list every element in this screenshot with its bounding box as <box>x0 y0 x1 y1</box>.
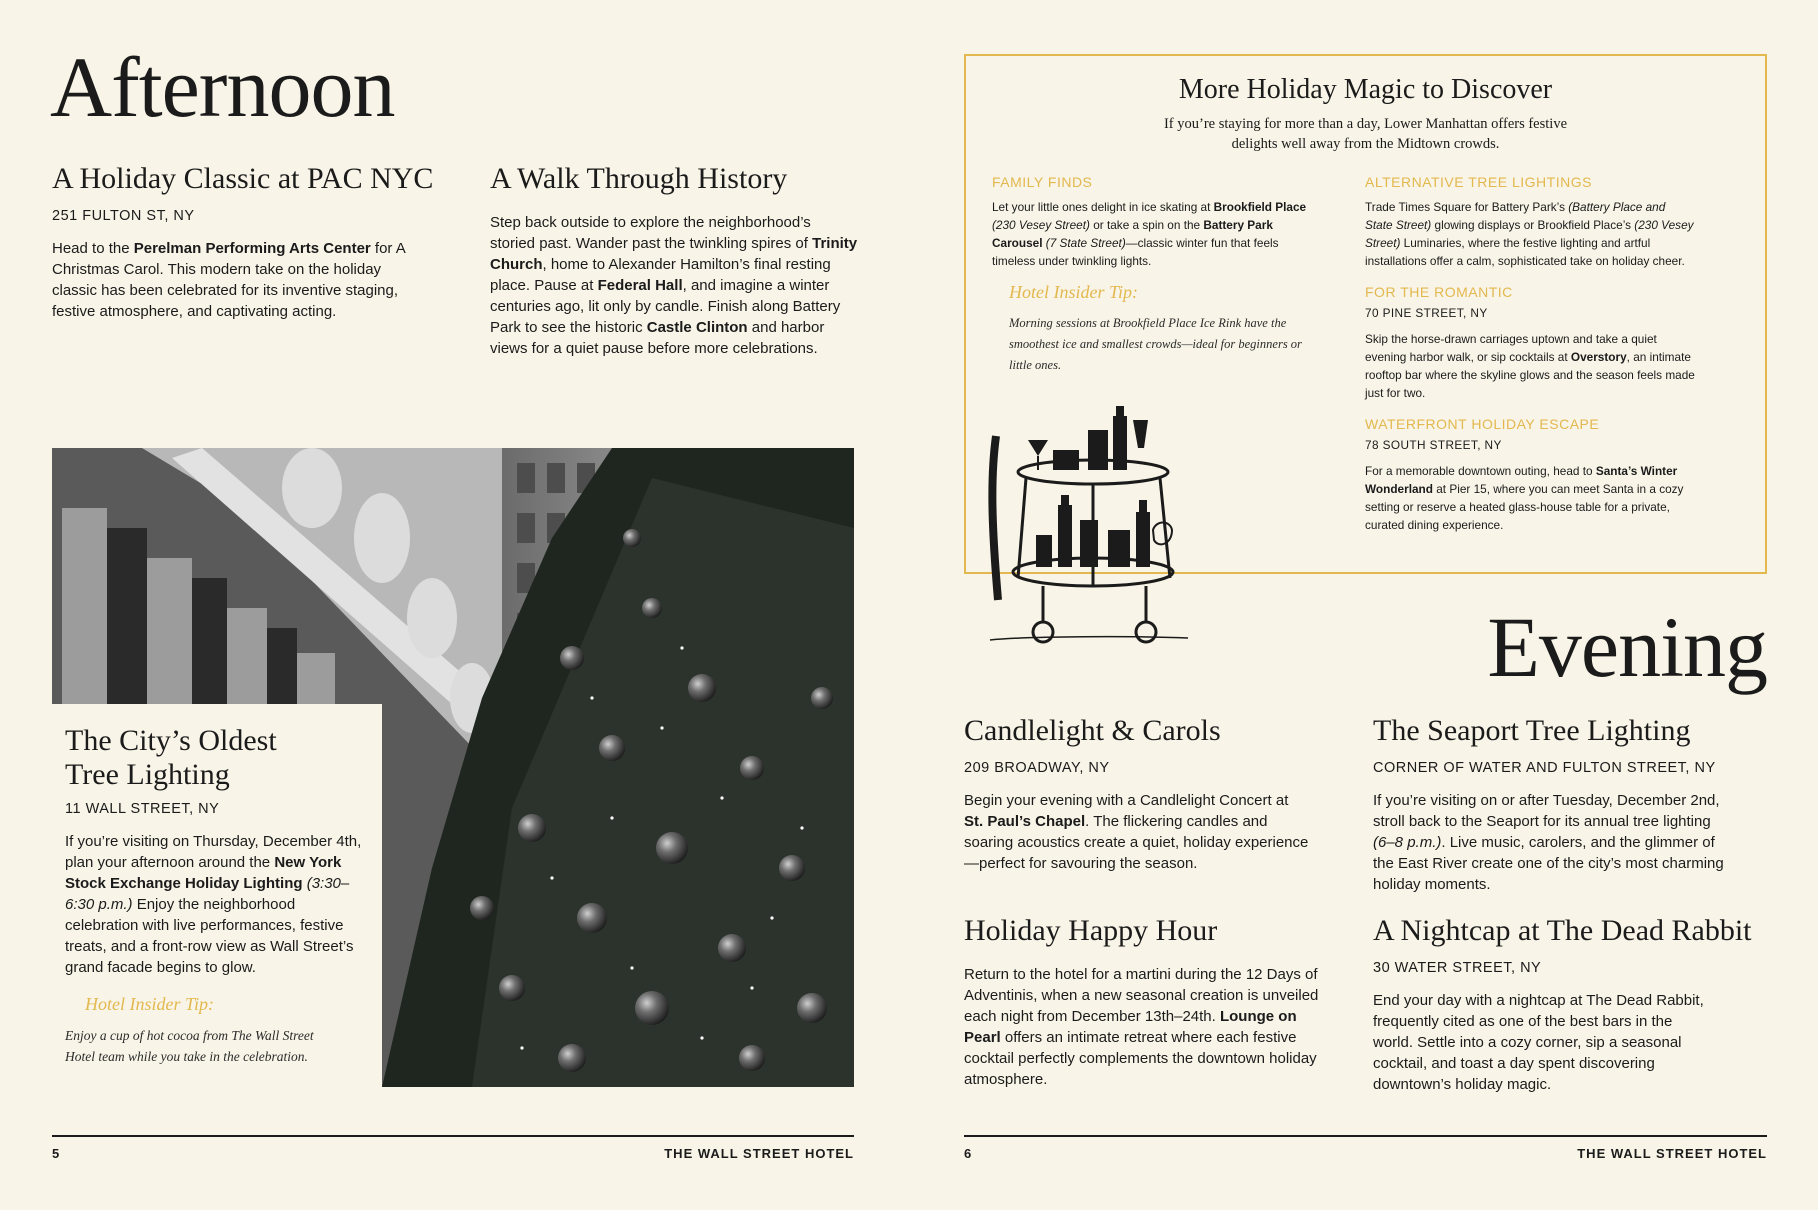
seaport-address: CORNER OF WATER AND FULTON STREET, NY <box>1373 759 1716 776</box>
happy-hour-title: Holiday Happy Hour <box>964 914 1218 947</box>
pac-title: A Holiday Classic at PAC NYC <box>52 162 434 195</box>
magic-title: More Holiday Magic to Discover <box>1178 74 1553 105</box>
family-tip-title: Hotel Insider Tip: <box>1009 282 1138 302</box>
family-finds-text: Let your little ones delight in ice skating at Brookfield Place (230 Vesey Street) or take a spin on the Battery Park Carousel (7 State Street)—classic winter fun that feels timeless under twinkling lights. <box>992 200 1307 268</box>
candlelight-title: Candlelight & Carols <box>964 714 1221 747</box>
right-footer-rule <box>964 1135 1767 1137</box>
left-page-number: 5 <box>52 1146 61 1161</box>
family-finds-section <box>992 174 1332 376</box>
alt-tree-text: Trade Times Square for Battery Park’s (Battery Place and State Street) glowing displays or Brookfield Place’s (230 Vesey Street) Luminaries, where the festive lighting and artful installations offer a calm, sophisticated take on holiday cheer. <box>1365 200 1694 268</box>
magic-header <box>964 74 1767 154</box>
pac-section <box>52 162 442 322</box>
happy-hour-description: Return to the hotel for a martini during the 12 Days of Adventinis, when a new seasonal creation is unveiled each night from December 13th–24th. Lounge on Pearl offers an intimate retreat where each festive cocktail perfectly complements the downtown holiday atmosphere. <box>964 965 1319 1088</box>
oldest-tree-title: The City’s Oldest Tree Lighting <box>65 724 277 791</box>
seaport-section <box>1373 714 1767 895</box>
romantic-text: Skip the horse-drawn carriages uptown and take a quiet evening harbor walk, or sip cocktails at Overstory, an intimate rooftop bar where the skyline glows and the season feels made just for two. <box>1365 332 1695 400</box>
afternoon-title: Afternoon <box>50 39 395 135</box>
oldest-tree-address: 11 WALL STREET, NY <box>65 801 220 818</box>
seaport-description: If you’re visiting on or after Tuesday, December 2nd, stroll back to the Seaport for its annual tree lighting (6–8 p.m.). Live music, carolers, and the glimmer of the East River create one of the city’s most charming holiday moments. <box>1373 791 1724 893</box>
pac-description: Head to the Perelman Performing Arts Center for A Christmas Carol. This modern take on the holiday classic has been celebrated for its inventive staging, festive atmosphere, and captivating acting. <box>52 239 405 320</box>
walk-description: Step back outside to explore the neighborhood’s storied past. Wander past the twinkling spires of Trinity Church, home to Alexander Hamilton’s final resting place. Pause at Federal Hall, and imagine a winter centuries ago, lit only by candle. Finish along Battery Park to see the historic Castle Clinton and harbor views for a quiet pause before more celebrations. <box>490 213 858 357</box>
candlelight-description: Begin your evening with a Candlelight Concert at St. Paul’s Chapel. The flickering candles and soaring acoustics create a quiet, holiday experience—perfect for savouring the season. <box>964 791 1309 872</box>
right-footer-brand: THE WALL STREET HOTEL <box>1577 1146 1767 1161</box>
family-tip-text: Morning sessions at Brookfield Place Ice Rink have the smoothest ice and smallest crowds—ideal for beginners or little ones. <box>1009 316 1302 372</box>
nightcap-description: End your day with a nightcap at The Dead Rabbit, frequently cited as one of the best bars in the world. Settle into a cozy corner, sip a seasonal cocktail, and toast a day spent discovering downtown’s holiday magic. <box>1373 991 1704 1093</box>
bar-cart-icon <box>988 400 1203 650</box>
candlelight-address: 209 BROADWAY, NY <box>964 759 1110 776</box>
oldest-tree-card <box>52 704 382 1087</box>
walk-title: A Walk Through History <box>490 162 788 195</box>
alt-tree-heading: ALTERNATIVE TREE LIGHTINGS <box>1365 174 1592 190</box>
alt-tree-section <box>1365 174 1745 534</box>
candlelight-section <box>964 714 1324 874</box>
pac-address: 251 FULTON ST, NY <box>52 207 195 224</box>
romantic-address: 70 PINE STREET, NY <box>1365 306 1488 320</box>
left-footer-brand: THE WALL STREET HOTEL <box>664 1146 854 1161</box>
nightcap-title: A Nightcap at The Dead Rabbit <box>1373 914 1752 947</box>
happy-hour-section <box>964 914 1324 1090</box>
family-finds-heading: FAMILY FINDS <box>992 174 1093 190</box>
left-footer-rule <box>52 1135 854 1137</box>
oldest-tree-description: If you’re visiting on Thursday, December 4th, plan your afternoon around the New York Stock Exchange Holiday Lighting (3:30–6:30 p.m.) Enjoy the neighborhood celebration with live performances, festive treats, and a front-row view as Wall Street’s grand facade begins to glow. <box>65 833 362 977</box>
waterfront-text: For a memorable downtown outing, head to Santa’s Winter Wonderland at Pier 15, where you can meet Santa in a cozy setting or reserve a heated glass-house table for a private, curated dining experience. <box>1365 464 1684 532</box>
walk-section <box>490 162 860 359</box>
magic-intro: If you’re staying for more than a day, Lower Manhattan offers festive delights well away from the Midtown crowds. <box>1163 116 1568 152</box>
waterfront-heading: WATERFRONT HOLIDAY ESCAPE <box>1365 416 1600 432</box>
seaport-title: The Seaport Tree Lighting <box>1373 714 1691 747</box>
nightcap-address: 30 WATER STREET, NY <box>1373 959 1542 976</box>
evening-title: Evening <box>1487 599 1767 695</box>
right-page-number: 6 <box>964 1146 973 1161</box>
oldest-tree-tip-text: Enjoy a cup of hot cocoa from The Wall Street Hotel team while you take in the celebration. <box>65 1028 314 1065</box>
bar-cart-illustration <box>988 400 1203 650</box>
waterfront-address: 78 SOUTH STREET, NY <box>1365 438 1502 452</box>
oldest-tree-tip-title: Hotel Insider Tip: <box>85 994 214 1015</box>
nightcap-section <box>1373 914 1767 1095</box>
romantic-heading: FOR THE ROMANTIC <box>1365 284 1513 300</box>
